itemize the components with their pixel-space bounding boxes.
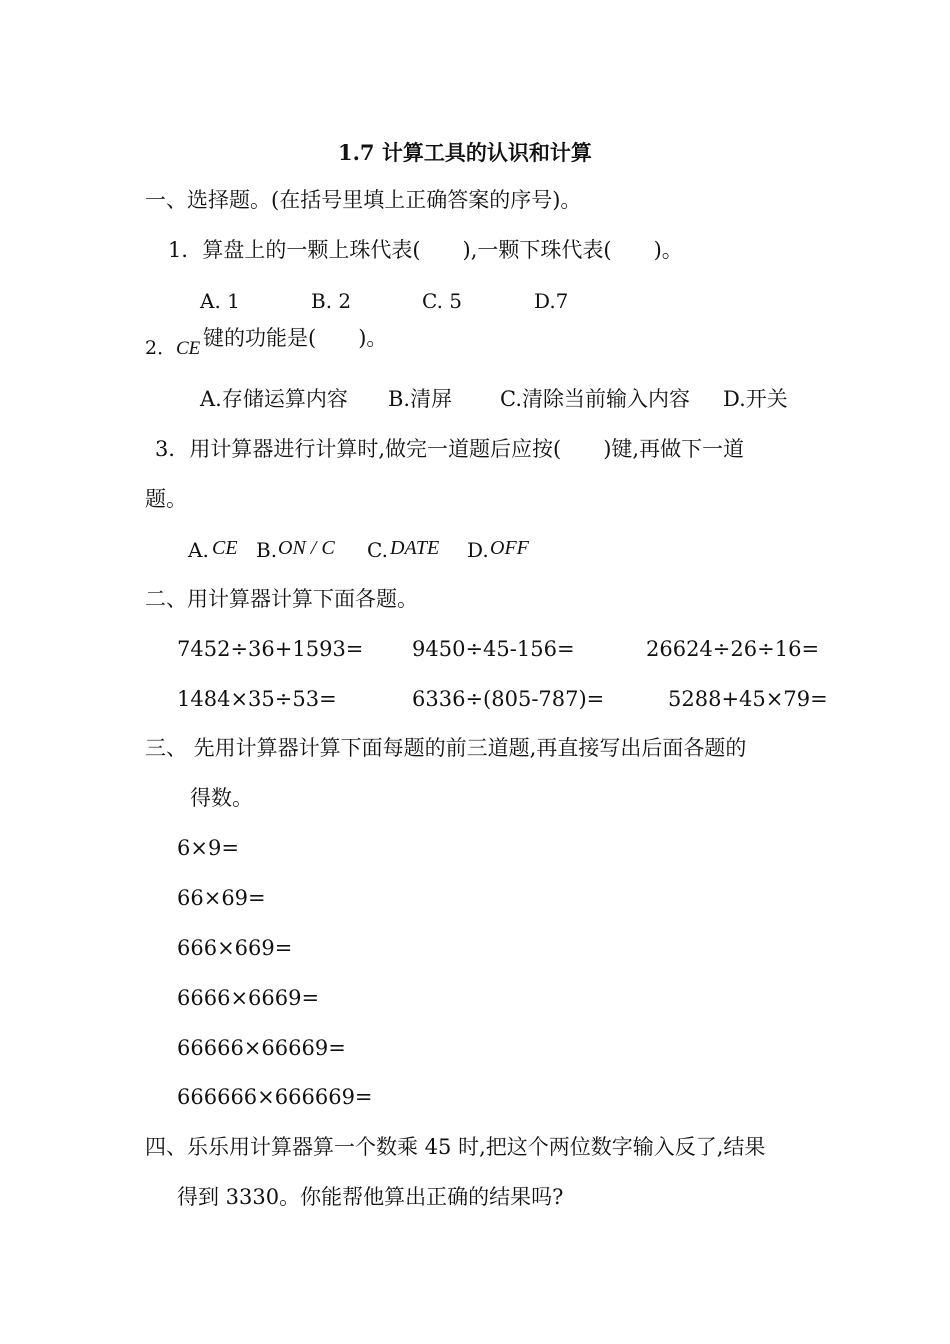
pattern-item-5: 66666×66669= (177, 1036, 346, 1060)
q3-option-c-letter: C. (367, 538, 388, 562)
q2-option-d: D.开关 (723, 387, 788, 411)
pattern-item-3: 666×669= (177, 936, 293, 960)
q2-stem: 键的功能是( )。 (203, 326, 388, 350)
q3-option-a-letter: A. (188, 538, 209, 562)
pattern-item-2: 66×69= (177, 886, 266, 910)
section4-line2: 得到 3330。你能帮他算出正确的结果吗? (177, 1185, 564, 1209)
q1-option-a: A. 1 (200, 289, 240, 313)
calc-row2-item2: 6336÷(805-787)= (412, 687, 605, 711)
calc-row1-item3: 26624÷26÷16= (646, 637, 820, 661)
calc-row2-item1: 1484×35÷53= (177, 687, 337, 711)
calc-row1-item1: 7452÷36+1593= (177, 637, 364, 661)
pattern-item-6: 666666×666669= (177, 1085, 373, 1109)
q1-option-b: B. 2 (311, 289, 352, 313)
q3-option-c-key: DATE (390, 537, 440, 559)
q3-option-b-key: ON / C (278, 537, 335, 559)
q2-option-b: B.清屏 (388, 387, 453, 411)
pattern-item-4: 6666×6669= (177, 986, 320, 1010)
section4-line1: 四、乐乐用计算器算一个数乘 45 时,把这个两位数字输入反了,结果 (145, 1135, 766, 1159)
section1-heading: 一、选择题。(在括号里填上正确答案的序号)。 (145, 188, 582, 212)
calc-row1-item2: 9450÷45-156= (412, 637, 575, 661)
section3-heading-line2: 得数。 (190, 786, 253, 810)
q2-option-c: C.清除当前输入内容 (500, 387, 690, 411)
q3-option-d-key: OFF (490, 537, 529, 559)
q1-option-d: D.7 (534, 289, 569, 313)
q3-stem-line1: 3．用计算器进行计算时,做完一道题后应按( )键,再做下一道 (155, 437, 745, 461)
q1-stem: 1．算盘上的一颗上珠代表( ),一颗下珠代表( )。 (168, 238, 683, 262)
q2-number: 2． (145, 337, 177, 359)
section2-heading: 二、用计算器计算下面各题。 (145, 587, 418, 611)
page-title: 1.7 计算工具的认识和计算 (338, 140, 592, 165)
q2-option-a: A.存储运算内容 (200, 387, 348, 411)
q2-key-ce: CE (176, 338, 201, 359)
section3-heading-line1: 三、 先用计算器计算下面每题的前三道题,再直接写出后面各题的 (145, 736, 747, 760)
q3-option-b-letter: B. (256, 538, 278, 562)
pattern-item-1: 6×9= (177, 836, 239, 860)
q3-option-a-key: CE (212, 537, 238, 559)
q3-stem-line2: 题。 (145, 487, 187, 511)
q3-option-d-letter: D. (467, 538, 489, 562)
calc-row2-item3: 5288+45×79= (668, 687, 828, 711)
q1-option-c: C. 5 (422, 289, 463, 313)
